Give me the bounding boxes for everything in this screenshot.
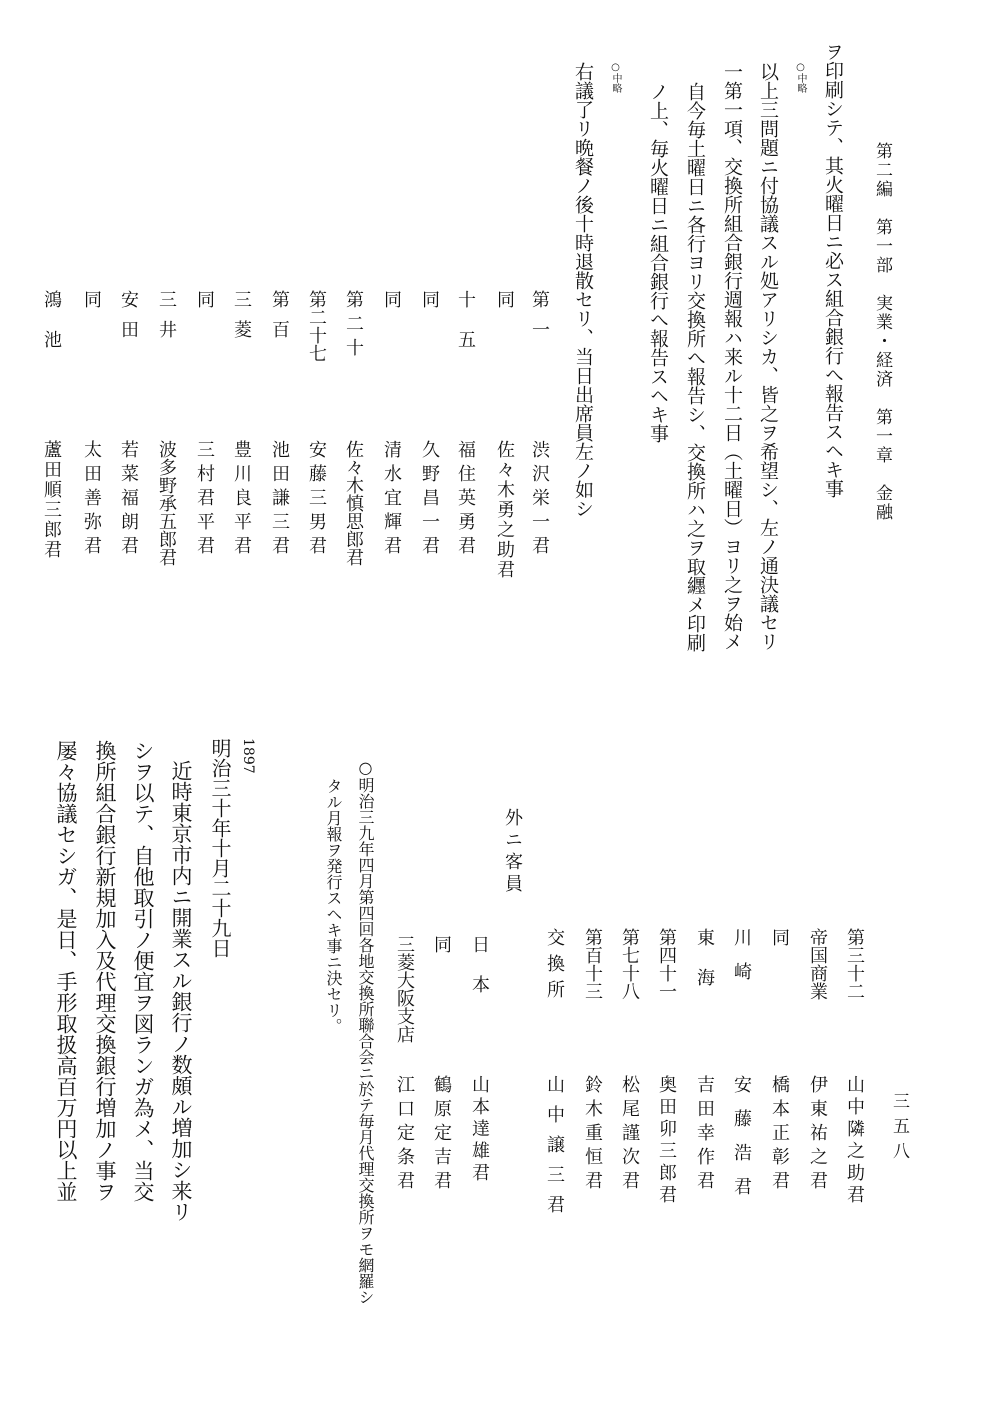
text-line: 以上三問題ニ付協議スル処アリシカ、皆之ヲ希望シ、左ノ通決議セリ (757, 62, 779, 651)
body-line: 近時東京市内ニ開業スル銀行ノ数頗ル増加シ来リ (169, 760, 193, 1222)
text-line: ノ上、毎火曜日ニ組合銀行へ報告スヘキ事 (647, 82, 669, 443)
attendee-name: 鈴木重恒君 (582, 1075, 603, 1195)
attendee-name: 池田謙三君 (269, 440, 290, 560)
attendee-name: 松尾謹次君 (619, 1075, 640, 1195)
bank-name: 安田 (118, 290, 139, 350)
bank-name: 十五 (455, 290, 476, 370)
attendee-name: 伊東祐之君 (807, 1075, 828, 1195)
text-line: 右議了リ晩餐ノ後十時退散セリ、当日出席員左ノ如シ (572, 62, 594, 518)
text-line: 自今毎土曜日ニ各行ヨリ交換所へ報告シ、交換所ハ之ヲ取纒メ印刷 (684, 82, 706, 652)
attendee-name: 吉田幸作君 (694, 1075, 715, 1195)
text-line: 一第一項、交換所組合銀行週報ハ来ル十二日（土曜日）ヨリ之ヲ始メ (721, 62, 743, 651)
guest-name: 山本達雄君 (469, 1075, 490, 1185)
attendee-name: 佐々木慎思郎君 (343, 440, 364, 566)
attendee-name: 奥田卯三郎君 (656, 1075, 677, 1207)
bank-name: 交換所 (544, 928, 565, 1006)
entry-date: 明治三十年十月二十九日 (208, 738, 232, 958)
omission-mark: ○中略 (610, 62, 621, 93)
bank-name: 同 (381, 290, 402, 308)
bank-name: 鴻池 (41, 290, 62, 370)
bank-name: 同 (494, 290, 515, 308)
bank-name: 日本 (469, 935, 490, 1015)
body-line: 換所組合銀行新規加入及代理交換銀行増加ノ事ヲ (93, 740, 117, 1202)
bank-name: 同 (419, 290, 440, 308)
attendee-name: 佐々木勇之助君 (494, 440, 515, 580)
body-line: シヲ以テ、自他取引ノ便宜ヲ図ランガ為メ、当交 (131, 740, 155, 1202)
attendee-name: 安藤浩君 (731, 1075, 752, 1211)
guest-name: 鶴原定吉君 (431, 1075, 452, 1195)
attendee-name: 橋本正彰君 (769, 1075, 790, 1195)
page-number: 三五八 (889, 1092, 909, 1167)
bank-name: 第四十一 (656, 928, 677, 1000)
bank-name: 同 (431, 935, 452, 953)
bank-name: 帝国商業 (807, 928, 828, 1000)
bank-name: 三井 (156, 290, 177, 350)
note-line: タル月報ヲ発行スヘキ事ニ決セリ。 (324, 778, 343, 1034)
bank-name: 第一 (529, 290, 550, 350)
entry-number: 1897 (240, 738, 256, 774)
attendee-name: 三村君平君 (194, 440, 215, 560)
attendee-name: 久野昌一君 (419, 440, 440, 560)
attendee-name: 若菜福朗君 (118, 440, 139, 560)
bank-name: 川崎 (731, 928, 752, 996)
attendee-name: 蘆田順三郎君 (41, 440, 62, 560)
bank-name: 第三十二 (844, 928, 865, 1000)
bank-name: 同 (81, 290, 102, 308)
bank-name: 東海 (694, 928, 715, 1008)
bank-name: 三菱大阪支店 (394, 935, 415, 1043)
attendee-name: 豊川良平君 (231, 440, 252, 560)
attendee-name: 太田善弥君 (81, 440, 102, 560)
bank-name: 第百 (269, 290, 290, 350)
running-title: 第二編 第一部 実業・経済 第一章 金融 (872, 142, 892, 522)
guest-name: 江口定条君 (394, 1075, 415, 1195)
omission-mark: ○中略 (795, 62, 806, 93)
bank-name: 第七十八 (619, 928, 640, 1000)
note-line: ○明治三九年四月第四回各地交換所聯合会ニ於テ毎月代理交換所ヲモ網羅シ (356, 758, 375, 1305)
bank-name: 第百十三 (582, 928, 603, 1000)
text-line: ヲ印刷シテ、其火曜日ニ必ス組合銀行へ報告スヘキ事 (822, 42, 844, 498)
bank-name: 同 (194, 290, 215, 308)
attendee-name: 福住英勇君 (455, 440, 476, 560)
attendee-name: 清水宜輝君 (381, 440, 402, 560)
guests-label: 外ニ客員 (502, 808, 523, 896)
bank-name: 第二十七 (306, 290, 327, 362)
attendee-name: 安藤三男君 (306, 440, 327, 560)
attendee-name: 渋沢栄一君 (529, 440, 550, 560)
attendee-name: 波多野承五郎君 (156, 440, 177, 566)
body-line: 屡々協議セシガ、是日、手形取扱高百万円以上並 (54, 740, 78, 1202)
bank-name: 同 (769, 928, 790, 946)
bank-name: 三菱 (231, 290, 252, 350)
attendee-name: 山中譲三君 (544, 1075, 565, 1225)
bank-name: 第二十 (343, 290, 364, 362)
attendee-name: 山中隣之助君 (844, 1075, 865, 1207)
